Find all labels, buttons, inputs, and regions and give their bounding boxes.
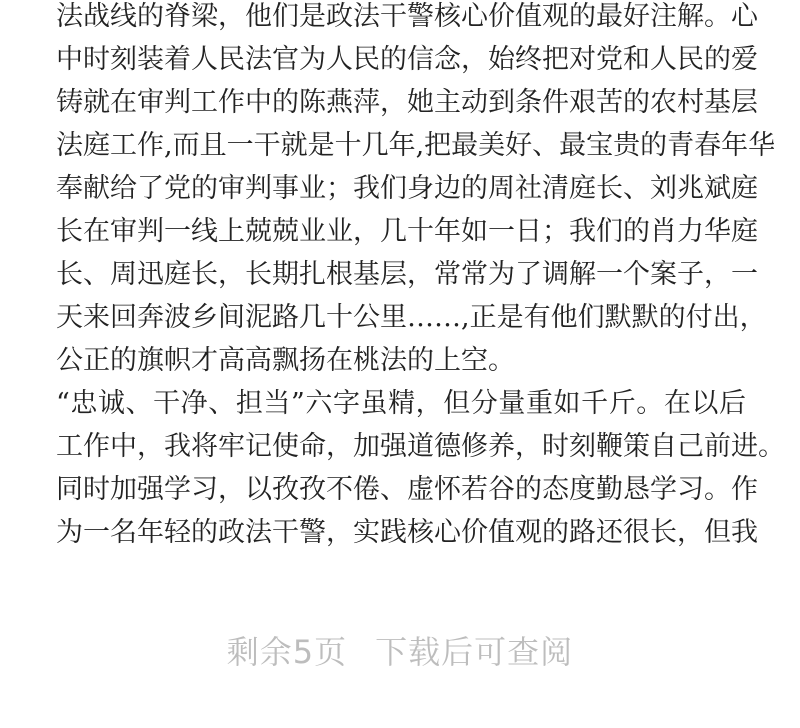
remaining-pages-download-link[interactable]	[0, 628, 800, 676]
download-to-view-label: 下载后可查阅	[375, 633, 574, 671]
text-line: 铸就在审判工作中的陈燕萍，她主动到条件艰苦的农村基层	[56, 87, 758, 118]
text-line: 工作中，我将牢记使命，加强道德修养，时刻鞭策自己前进。	[56, 431, 785, 462]
text-line: “忠诚、干净、担当”六字虽精，但分量重如千斤。在以后	[56, 388, 746, 419]
remaining-pages-label: 剩余5页	[226, 633, 348, 671]
text-line: 公正的旗帜才高高飘扬在桃法的上空。	[56, 345, 515, 376]
text-line: 长、周迅庭长，长期扎根基层，常常为了调解一个案子，一	[56, 259, 758, 290]
text-line: 同时加强学习，以孜孜不倦、虚怀若谷的态度勤恳学习。作	[56, 474, 758, 505]
text-line: 奉献给了党的审判事业；我们身边的周社清庭长、刘兆斌庭	[56, 173, 758, 204]
text-line: 法战线的脊梁，他们是政法干警核心价值观的最好注解。心	[56, 1, 758, 32]
text-line: 为一名年轻的政法干警，实践核心价值观的路还很长，但我	[56, 517, 758, 548]
text-line: 天来回奔波乡间泥路几十公里……,正是有他们默默的付出，	[56, 302, 767, 333]
text-line: 中时刻装着人民法官为人民的信念，始终把对党和人民的爱	[56, 44, 758, 75]
text-line: 法庭工作,而且一干就是十几年,把最美好、最宝贵的青春年华	[56, 130, 776, 161]
text-line: 长在审判一线上兢兢业业，几十年如一日；我们的肖力华庭	[56, 216, 758, 247]
